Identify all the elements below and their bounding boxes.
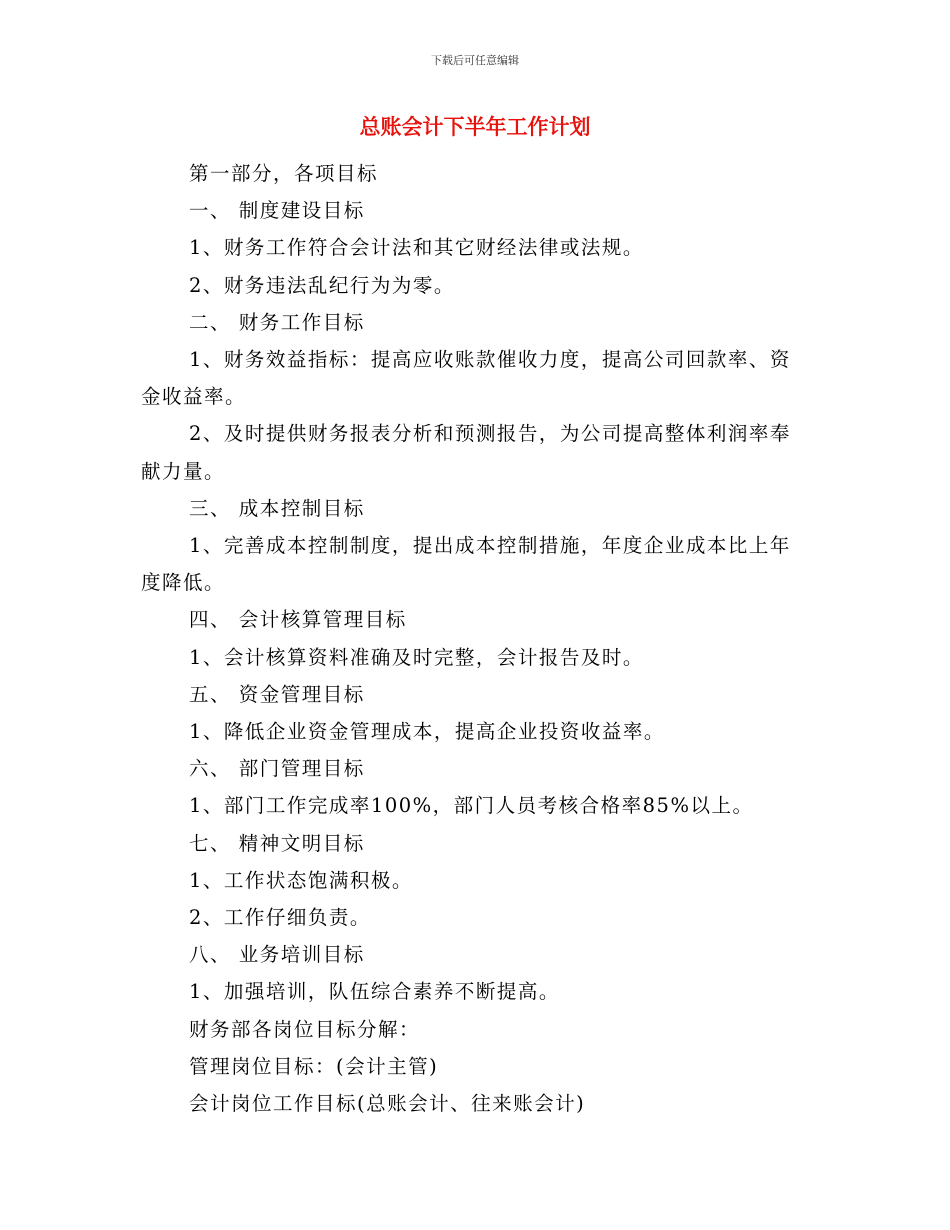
- subsection-heading: 四、 会计核算管理目标: [189, 608, 407, 632]
- paragraph: 1、工作状态饱满积极。: [189, 868, 413, 892]
- document-title: 总账会计下半年工作计划: [359, 115, 591, 139]
- paragraph: 会计岗位工作目标(总账会计、往来账会计): [189, 1092, 586, 1116]
- paragraph: 管理岗位目标：(会计主管): [189, 1054, 439, 1078]
- paragraph: 1、会计核算资料准确及时完整，会计报告及时。: [189, 645, 644, 669]
- paragraph: 1、降低企业资金管理成本，提高企业投资收益率。: [189, 720, 665, 744]
- subsection-heading: 五、 资金管理目标: [189, 682, 365, 706]
- header-note: 下载后可任意编辑: [431, 54, 519, 67]
- paragraph: 1、部门工作完成率100%，部门人员考核合格率85%以上。: [189, 794, 754, 818]
- subsection-heading: 一、 制度建设目标: [189, 199, 365, 223]
- paragraph: 2、财务违法乱纪行为为零。: [189, 273, 455, 297]
- paragraph: 2、及时提供财务报表分析和预测报告，为公司提高整体利润率奉献力量。: [141, 422, 791, 483]
- paragraph: 1、完善成本控制制度，提出成本控制措施，年度企业成本比上年度降低。: [141, 534, 791, 595]
- subsection-heading: 三、 成本控制目标: [189, 496, 365, 520]
- subsection-heading: 二、 财务工作目标: [189, 310, 365, 334]
- subsection-heading: 八、 业务培训目标: [189, 943, 365, 967]
- paragraph: 1、财务效益指标：提高应收账款催收力度，提高公司回款率、资金收益率。: [141, 348, 791, 409]
- subsection-heading: 七、 精神文明目标: [189, 831, 365, 855]
- document-body: [141, 155, 811, 1122]
- paragraph: 1、加强培训，队伍综合素养不断提高。: [189, 980, 560, 1004]
- subsection-heading: 六、 部门管理目标: [189, 757, 365, 781]
- section-heading: 第一部分，各项目标: [189, 162, 379, 185]
- paragraph: 1、财务工作符合会计法和其它财经法律或法规。: [189, 236, 644, 260]
- paragraph: 2、工作仔细负责。: [189, 906, 371, 930]
- paragraph: 财务部各岗位目标分解：: [189, 1017, 421, 1041]
